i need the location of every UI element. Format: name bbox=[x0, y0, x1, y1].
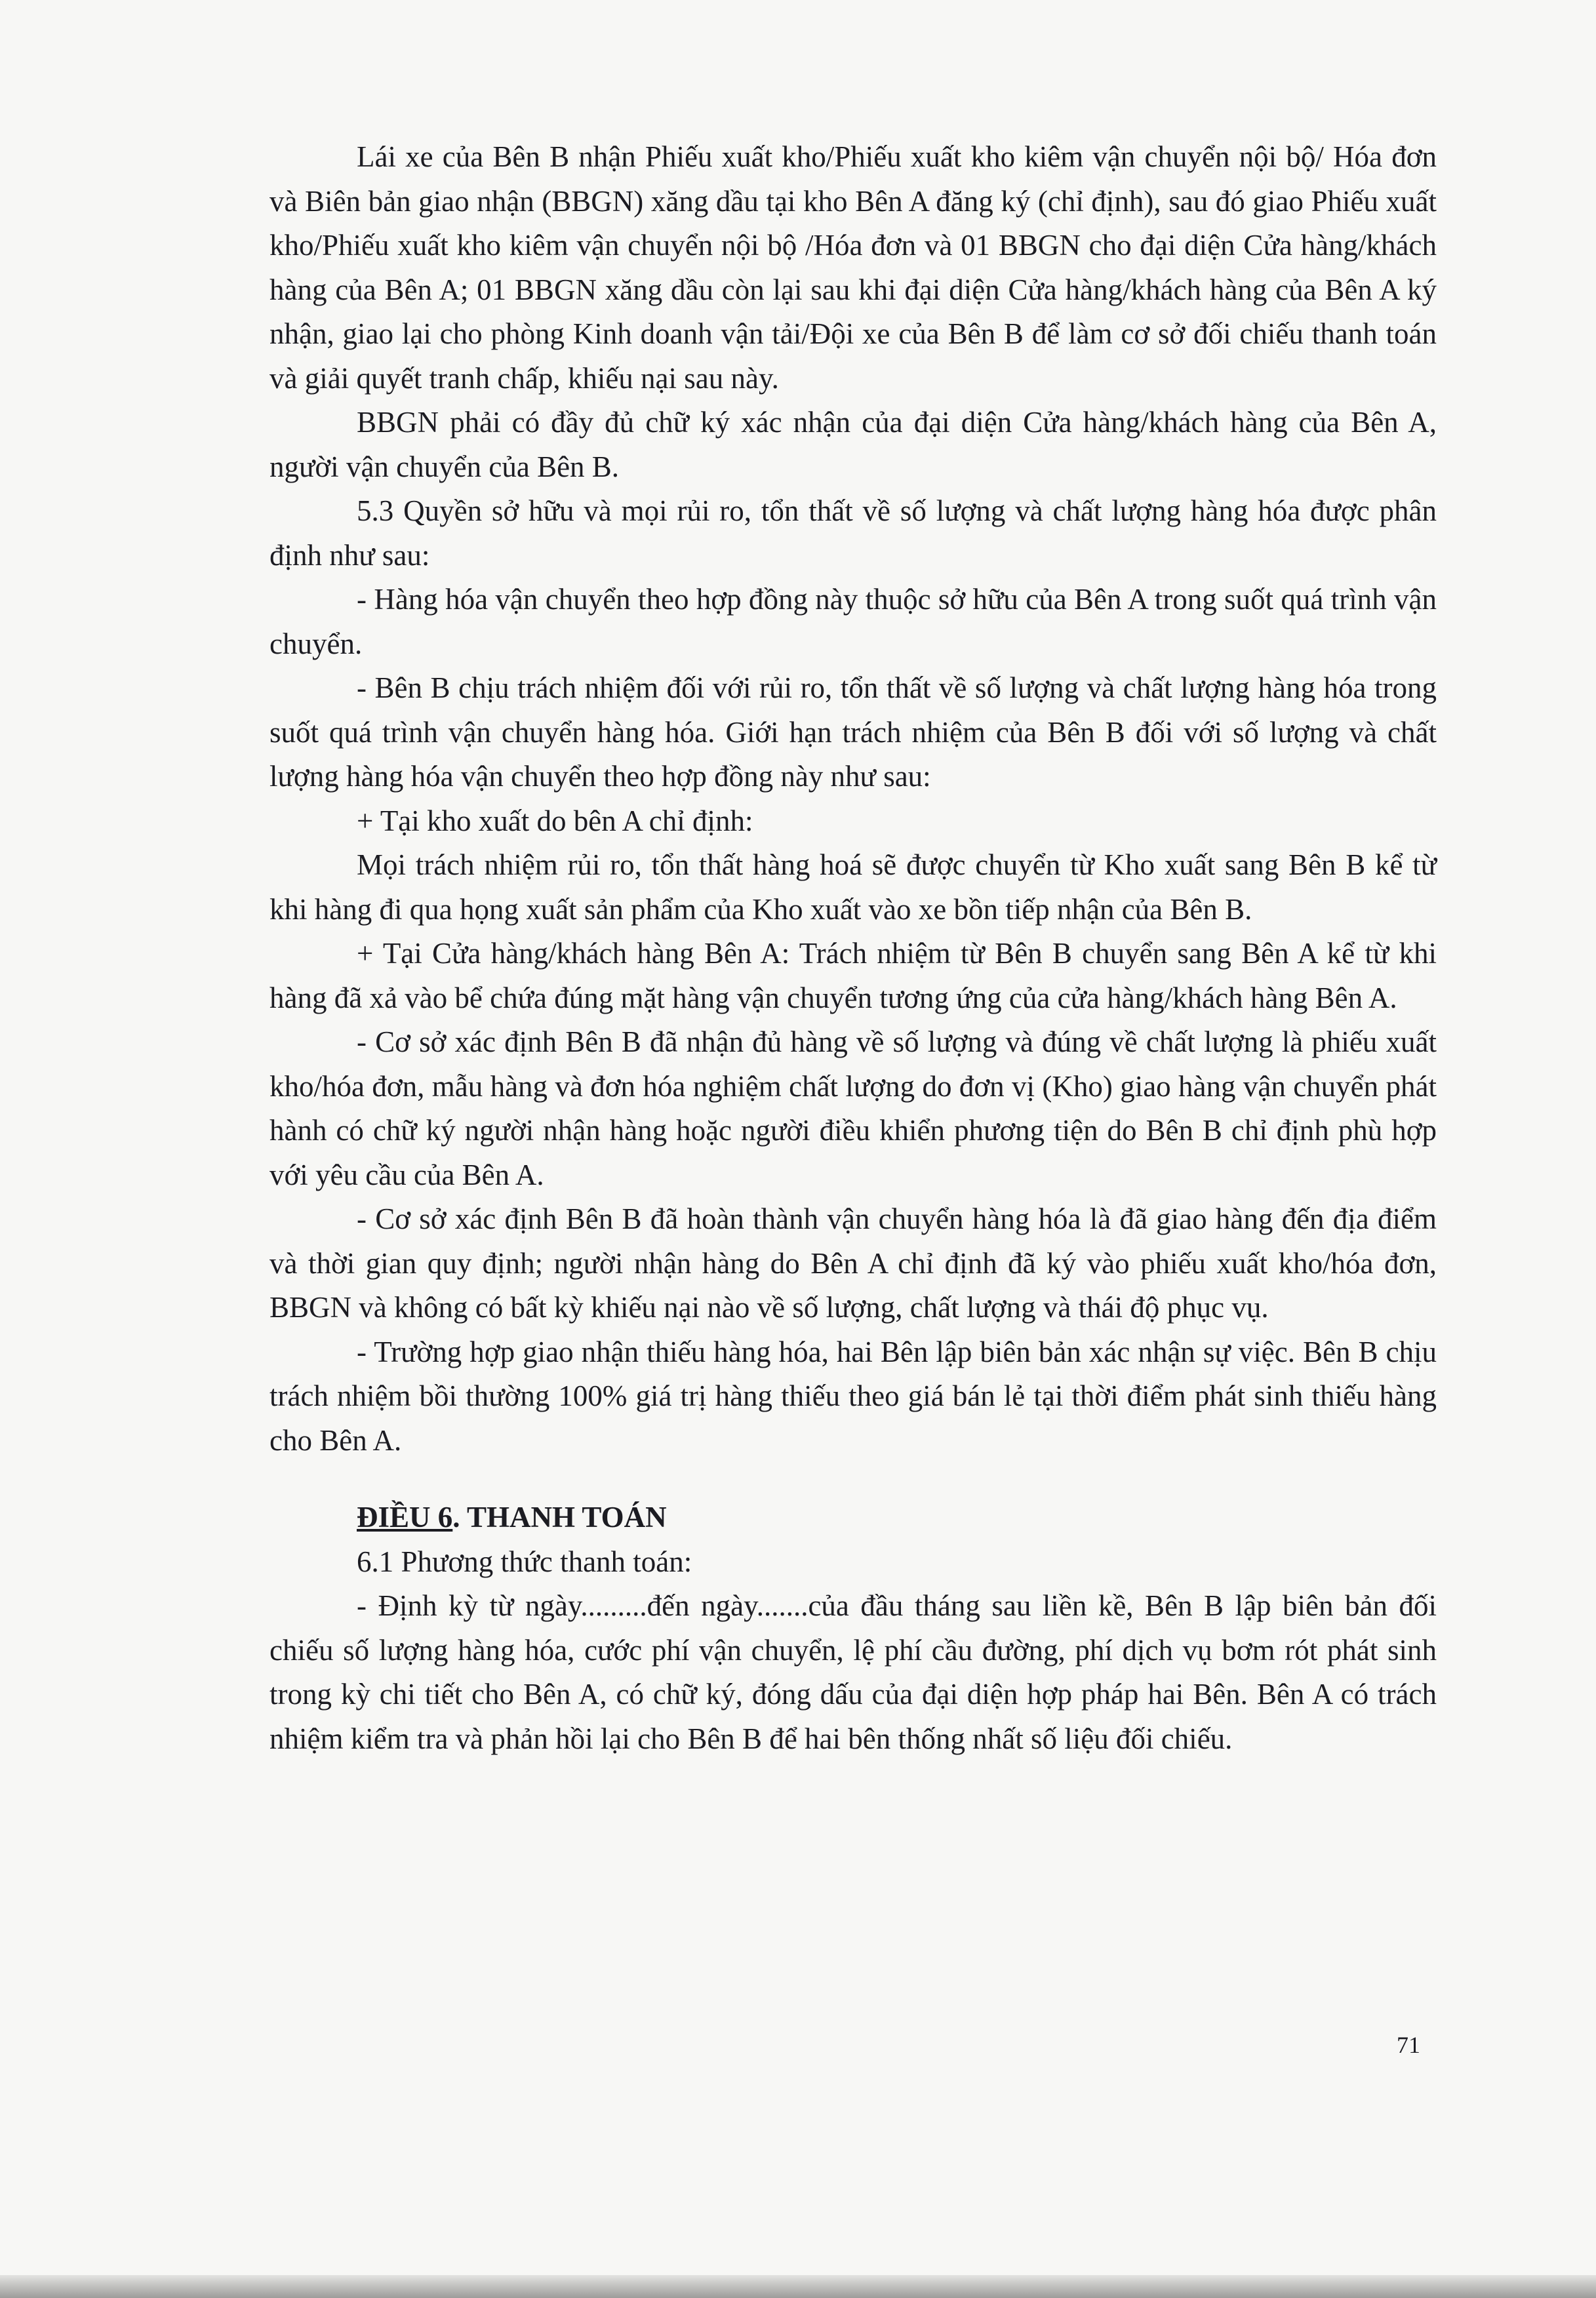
paragraph-clause-5-3: 5.3 Quyền sở hữu và mọi rủi ro, tổn thất về số lượng và chất lượng hàng hóa được phân định như sau: bbox=[269, 494, 1437, 572]
paragraph-bbgn-delivery: Lái xe của Bên B nhận Phiếu xuất kho/Phiếu xuất kho kiêm vận chuyển nội bộ/ Hóa đơn và Biên bản giao nhận (BBGN) xăng dầu tại kho Bên A đăng ký (chỉ định), sau đó giao Phiếu xuất kho/Phiếu xuất kho kiêm vận chuyển nội bộ /Hóa đơn và 01 BBGN cho đại diện Cửa hàng/khách hàng của Bên A; 01 BBGN xăng dầu còn lại sau khi đại diện Cửa hàng/khách hàng của Bên A ký nhận, giao lại cho phòng Kinh doanh vận tải/Đội xe của Bên B để làm cơ sở đối chiếu thanh toán và giải quyết tranh chấp, khiếu nại sau này. bbox=[269, 140, 1437, 395]
section-6-heading-title: . THANH TOÁN bbox=[452, 1501, 667, 1534]
scan-edge-shadow bbox=[0, 2275, 1596, 2298]
paragraph-shortage: - Trường hợp giao nhận thiếu hàng hóa, hai Bên lập biên bản xác nhận sự việc. Bên B chịu trách nhiệm bồi thường 100% giá trị hàng thiếu theo giá bán lẻ tại thời điểm phát sinh thiếu hàng cho Bên A. bbox=[269, 1335, 1437, 1457]
paragraph-warehouse-point: + Tại kho xuất do bên A chỉ định: bbox=[357, 804, 753, 837]
paragraph-risk-responsibility: - Bên B chịu trách nhiệm đối với rủi ro, tổn thất về số lượng và chất lượng hàng hóa trong suốt quá trình vận chuyển hàng hóa. Giới hạn trách nhiệm của Bên B đối với số lượng và chất lượng hàng hóa vận chuyển theo hợp đồng này như sau: bbox=[269, 671, 1437, 793]
paragraph-store-transfer: + Tại Cửa hàng/khách hàng Bên A: Trách nhiệm từ Bên B chuyển sang Bên A kể từ khi hàng đã xả vào bể chứa đúng mặt hàng vận chuyển tương ứng của cửa hàng/khách hàng Bên A. bbox=[269, 937, 1437, 1014]
document-body bbox=[269, 135, 1437, 1761]
page-number: 71 bbox=[1397, 2032, 1420, 2058]
paragraph-completion-basis: - Cơ sở xác định Bên B đã hoàn thành vận chuyển hàng hóa là đã giao hàng đến địa điểm và thời gian quy định; người nhận hàng do Bên A chỉ định đã ký vào phiếu xuất kho/hóa đơn, BBGN và không có bất kỳ khiếu nại nào về số lượng, chất lượng và thái độ phục vụ. bbox=[269, 1202, 1437, 1324]
paragraph-warehouse-transfer: Mọi trách nhiệm rủi ro, tổn thất hàng hoá sẽ được chuyển từ Kho xuất sang Bên B kể từ khi hàng đi qua họng xuất sản phẩm của Kho xuất vào xe bồn tiếp nhận của Bên B. bbox=[269, 848, 1437, 926]
section-6-heading bbox=[269, 1496, 1437, 1540]
section-6-heading-label: ĐIỀU 6 bbox=[357, 1501, 453, 1534]
section-6-1-subheading: 6.1 Phương thức thanh toán: bbox=[357, 1545, 692, 1578]
paragraph-bbgn-signature: BBGN phải có đầy đủ chữ ký xác nhận của đại diện Cửa hàng/khách hàng của Bên A, người vận chuyển của Bên B. bbox=[269, 406, 1437, 483]
section-6-1-paragraph: - Định kỳ từ ngày.........đến ngày.......của đầu tháng sau liền kề, Bên B lập biên bản đối chiếu số lượng hàng hóa, cước phí vận chuyển, lệ phí cầu đường, phí dịch vụ bơm rót phát sinh trong kỳ chi tiết cho Bên A, có chữ ký, đóng dấu của đại diện hợp pháp hai Bên. Bên A có trách nhiệm kiểm tra và phản hồi lại cho Bên B để hai bên thống nhất số liệu đối chiếu. bbox=[269, 1589, 1437, 1755]
paragraph-ownership: - Hàng hóa vận chuyển theo hợp đồng này thuộc sở hữu của Bên A trong suốt quá trình vận chuyển. bbox=[269, 583, 1437, 660]
paragraph-receipt-basis: - Cơ sở xác định Bên B đã nhận đủ hàng về số lượng và đúng về chất lượng là phiếu xuất kho/hóa đơn, mẫu hàng và đơn hóa nghiệm chất lượng do đơn vị (Kho) giao hàng vận chuyển phát hành có chữ ký người nhận hàng hoặc người điều khiển phương tiện do Bên B chỉ định phù hợp với yêu cầu của Bên A. bbox=[269, 1025, 1437, 1191]
